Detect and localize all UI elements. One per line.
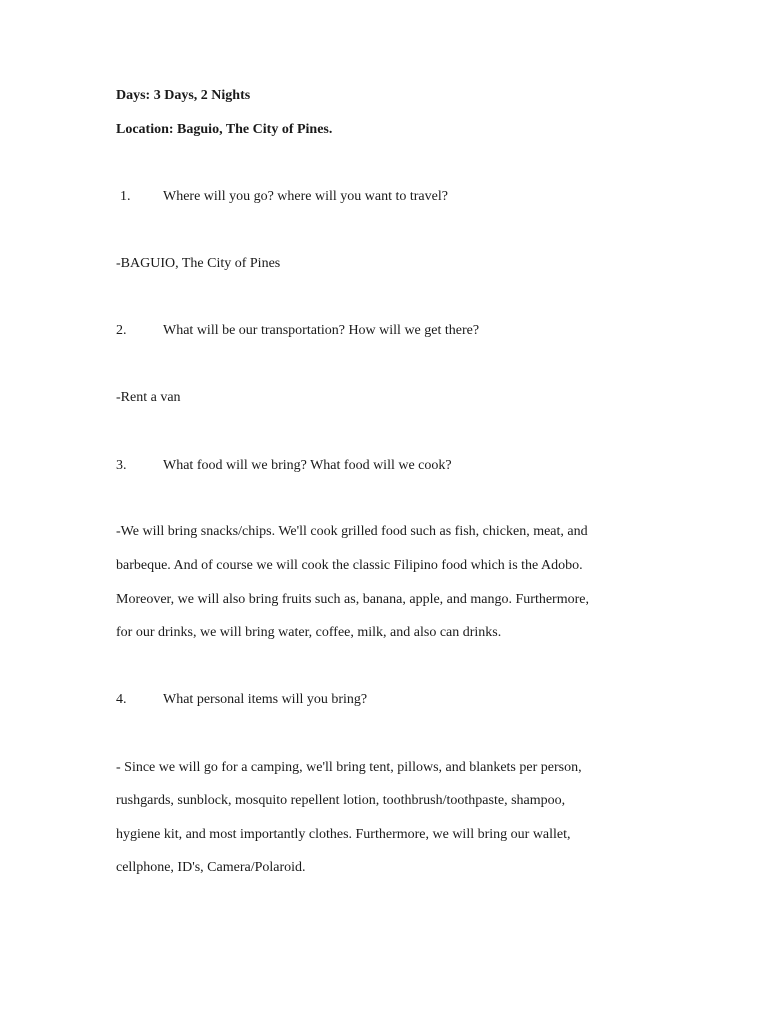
question-2-number: 2. xyxy=(116,323,127,338)
question-3 xyxy=(116,457,452,475)
question-3-text: What food will we bring? What food will we cook? xyxy=(163,458,452,473)
question-2 xyxy=(116,322,479,340)
answer-3-line: for our drinks, we will bring water, coffee, milk, and also can drinks. xyxy=(116,625,502,640)
question-4 xyxy=(116,691,367,709)
answer-4-line: rushgards, sunblock, mosquito repellent lotion, toothbrush/toothpaste, shampoo, xyxy=(116,793,566,808)
question-1-number: 1. xyxy=(120,189,131,204)
location-heading: Location: Baguio, The City of Pines. xyxy=(116,122,333,137)
answer-3-line: -We will bring snacks/chips. We'll cook grilled food such as fish, chicken, meat, and xyxy=(116,524,588,539)
question-4-text: What personal items will you bring? xyxy=(163,692,368,707)
answer-3-line: barbeque. And of course we will cook the classic Filipino food which is the Adobo. xyxy=(116,558,583,573)
answer-4-line: hygiene kit, and most importantly clothes. Furthermore, we will bring our wallet, xyxy=(116,827,571,842)
question-1-text: Where will you go? where will you want to travel? xyxy=(163,189,448,204)
answer-4-line: - Since we will go for a camping, we'll bring tent, pillows, and blankets per person, xyxy=(116,760,582,775)
answer-1: -BAGUIO, The City of Pines xyxy=(116,256,281,271)
question-1 xyxy=(116,188,448,206)
answer-2: -Rent a van xyxy=(116,390,181,405)
question-4-number: 4. xyxy=(116,692,127,707)
question-2-text: What will be our transportation? How will we get there? xyxy=(163,323,480,338)
days-heading: Days: 3 Days, 2 Nights xyxy=(116,88,251,103)
answer-3-line: Moreover, we will also bring fruits such as, banana, apple, and mango. Furthermore, xyxy=(116,592,589,607)
question-3-number: 3. xyxy=(116,458,127,473)
answer-4-line: cellphone, ID's, Camera/Polaroid. xyxy=(116,860,306,875)
